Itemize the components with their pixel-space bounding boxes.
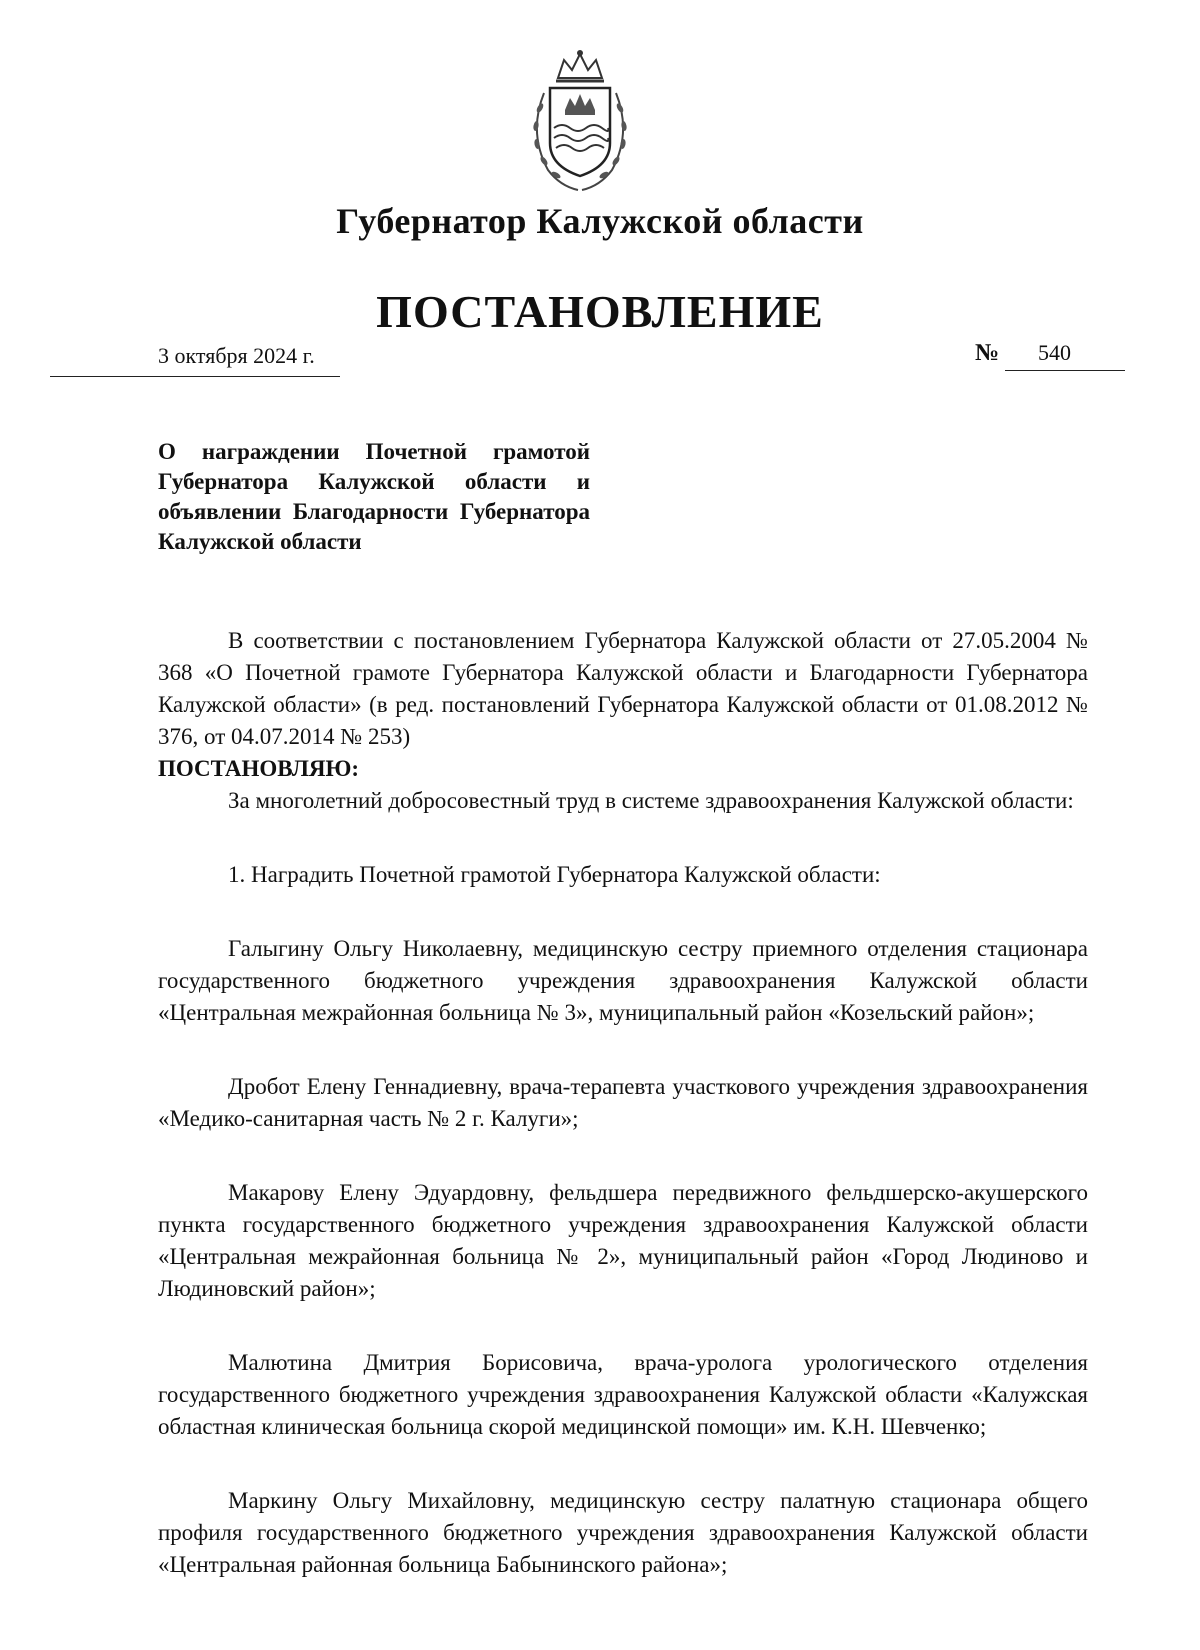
decree-word: ПОСТАНОВЛЯЮ: (158, 756, 360, 781)
item-1-heading: 1. Наградить Почетной грамотой Губернатора Калужской области: (228, 862, 881, 887)
coat-of-arms-icon (520, 48, 640, 198)
awardee-paragraph: Макарову Елену Эдуардовну, фельдшера передвижного фельдшерско-акушерского пункта государственного бюджетного учреждения здравоохранения Калужской области «Центральная межрайонная больница № 2», муниципальный район «Город Людиново и Людиновский район»; (158, 1180, 1088, 1301)
preamble-paragraph: В соответствии с постановлением Губернатора Калужской области от 27.05.2004 № 368 «О Почетной грамоте Губернатора Калужской области и Благодарности Губернатора Калужской области» (в ред. постановлений Губернатора Калужской области от 01.08.2012 № 376, от 04.07.2014 № 253) (158, 628, 1088, 749)
awardee-paragraph: Галыгину Ольгу Николаевну, медицинскую сестру приемного отделения стационара государственного бюджетного учреждения здравоохранения Калужской области «Центральная межрайонная больница № 3», муниципальный район «Козельский район»; (158, 936, 1088, 1025)
awardee-paragraph: Дробот Елену Геннадиевну, врача-терапевта участкового учреждения здравоохранения «Медико-санитарная часть № 2 г. Калуги»; (158, 1074, 1088, 1131)
issuing-authority: Губернатор Калужской области (336, 201, 864, 241)
document-body (158, 625, 1088, 1581)
awardee-paragraph: Малютина Дмитрия Борисовича, врача-уролога урологического отделения государственного бюджетного учреждения здравоохранения Калужской области «Калужская областная клиническая больница скорой медицинской помощи» им. К.Н. Шевченко; (158, 1350, 1088, 1439)
document-subject: О награждении Почетной грамотой Губернатора Калужской области и объявлении Благодарности Губернатора Калужской области (158, 439, 590, 554)
document-date: 3 октября 2024 г. (158, 343, 315, 368)
awardee-paragraph: Маркину Ольгу Михайловну, медицинскую сестру палатную стационара общего профиля государственного бюджетного учреждения здравоохранения Калужской области «Центральная районная больница Бабынинского района»; (158, 1488, 1088, 1577)
reason-paragraph: За многолетний добросовестный труд в системе здравоохранения Калужской области: (228, 788, 1074, 813)
document-number-label: № (975, 340, 1000, 366)
document-type-title: ПОСТАНОВЛЕНИЕ (376, 286, 824, 337)
date-underline (50, 376, 340, 377)
document-number-underline (1005, 370, 1125, 371)
document-number: 540 (1038, 340, 1071, 365)
